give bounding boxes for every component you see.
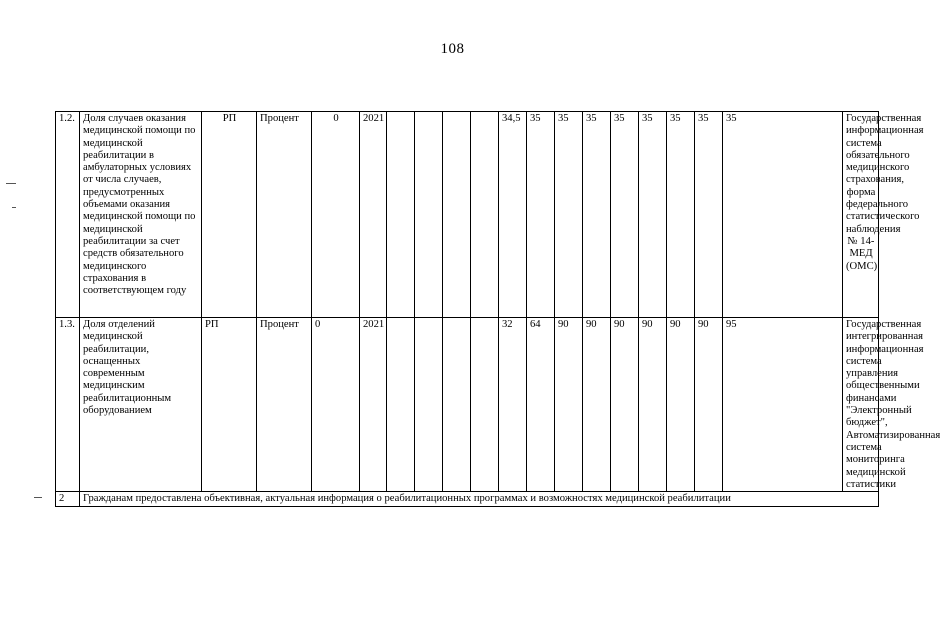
year-value-cell: 95 [723, 318, 843, 492]
year-value-cell: 35 [695, 112, 723, 318]
section-number: 2 [56, 492, 80, 507]
year-value-cell: 35 [667, 112, 695, 318]
empty-cell [415, 318, 443, 492]
year-value-cell: 90 [695, 318, 723, 492]
indicator-name: Доля отделений медицинской реабилитации, оснащенных современным медицинским реабилитационным оборудованием [80, 318, 202, 492]
page-number: 108 [440, 41, 465, 57]
level-cell: РП [202, 112, 257, 318]
unit-cell: Процент [257, 112, 312, 318]
empty-cell [443, 112, 471, 318]
level-cell: РП [202, 318, 257, 492]
base-year-cell: 2021 [360, 318, 387, 492]
year-value-cell: 34,5 [499, 112, 527, 318]
year-value-cell: 90 [667, 318, 695, 492]
empty-cell [387, 112, 415, 318]
year-value-cell: 90 [583, 318, 611, 492]
scan-mark [6, 183, 16, 184]
year-value-cell: 90 [611, 318, 639, 492]
year-value-cell: 35 [583, 112, 611, 318]
base-value-cell: 0 [312, 112, 360, 318]
row-number: 1.2. [56, 112, 80, 318]
scan-mark [12, 207, 16, 208]
table-row [56, 318, 879, 492]
section-text: Гражданам предоставлена объективная, актуальная информация о реабилитационных программах и возможностях медицинской реабилитации [80, 492, 879, 507]
year-value-cell: 35 [611, 112, 639, 318]
source-cell: Государственная информационная система обязательного медицинского страхования, форма федерального статистического наблюдения № 14-МЕД (ОМС) [843, 112, 879, 318]
year-value-cell: 32 [499, 318, 527, 492]
row-number: 1.3. [56, 318, 80, 492]
section-row [56, 492, 879, 507]
empty-cell [387, 318, 415, 492]
empty-cell [443, 318, 471, 492]
base-year-cell: 2021 [360, 112, 387, 318]
indicators-table [55, 111, 940, 507]
year-value-cell: 90 [639, 318, 667, 492]
year-value-cell: 64 [527, 318, 555, 492]
year-value-cell: 35 [555, 112, 583, 318]
empty-cell [471, 318, 499, 492]
table-row [56, 112, 879, 318]
year-value-cell: 35 [723, 112, 843, 318]
unit-cell: Процент [257, 318, 312, 492]
base-value-cell: 0 [312, 318, 360, 492]
empty-cell [471, 112, 499, 318]
year-value-cell: 35 [639, 112, 667, 318]
year-value-cell: 90 [555, 318, 583, 492]
indicator-name: Доля случаев оказания медицинской помощи по медицинской реабилитации в амбулаторных условиях от числа случаев, предусмотренных объемами оказания медицинской помощи по медицинской реабилитации за счет средств обязательного медицинского страхования в соответствующем году [80, 112, 202, 318]
empty-cell [415, 112, 443, 318]
scan-mark [34, 497, 42, 498]
year-value-cell: 35 [527, 112, 555, 318]
source-cell: Государственная интегрированная информационная система управления общественными финансами "Электронный бюджет", Автоматизированная система мониторинга медицинской статистики [843, 318, 879, 492]
